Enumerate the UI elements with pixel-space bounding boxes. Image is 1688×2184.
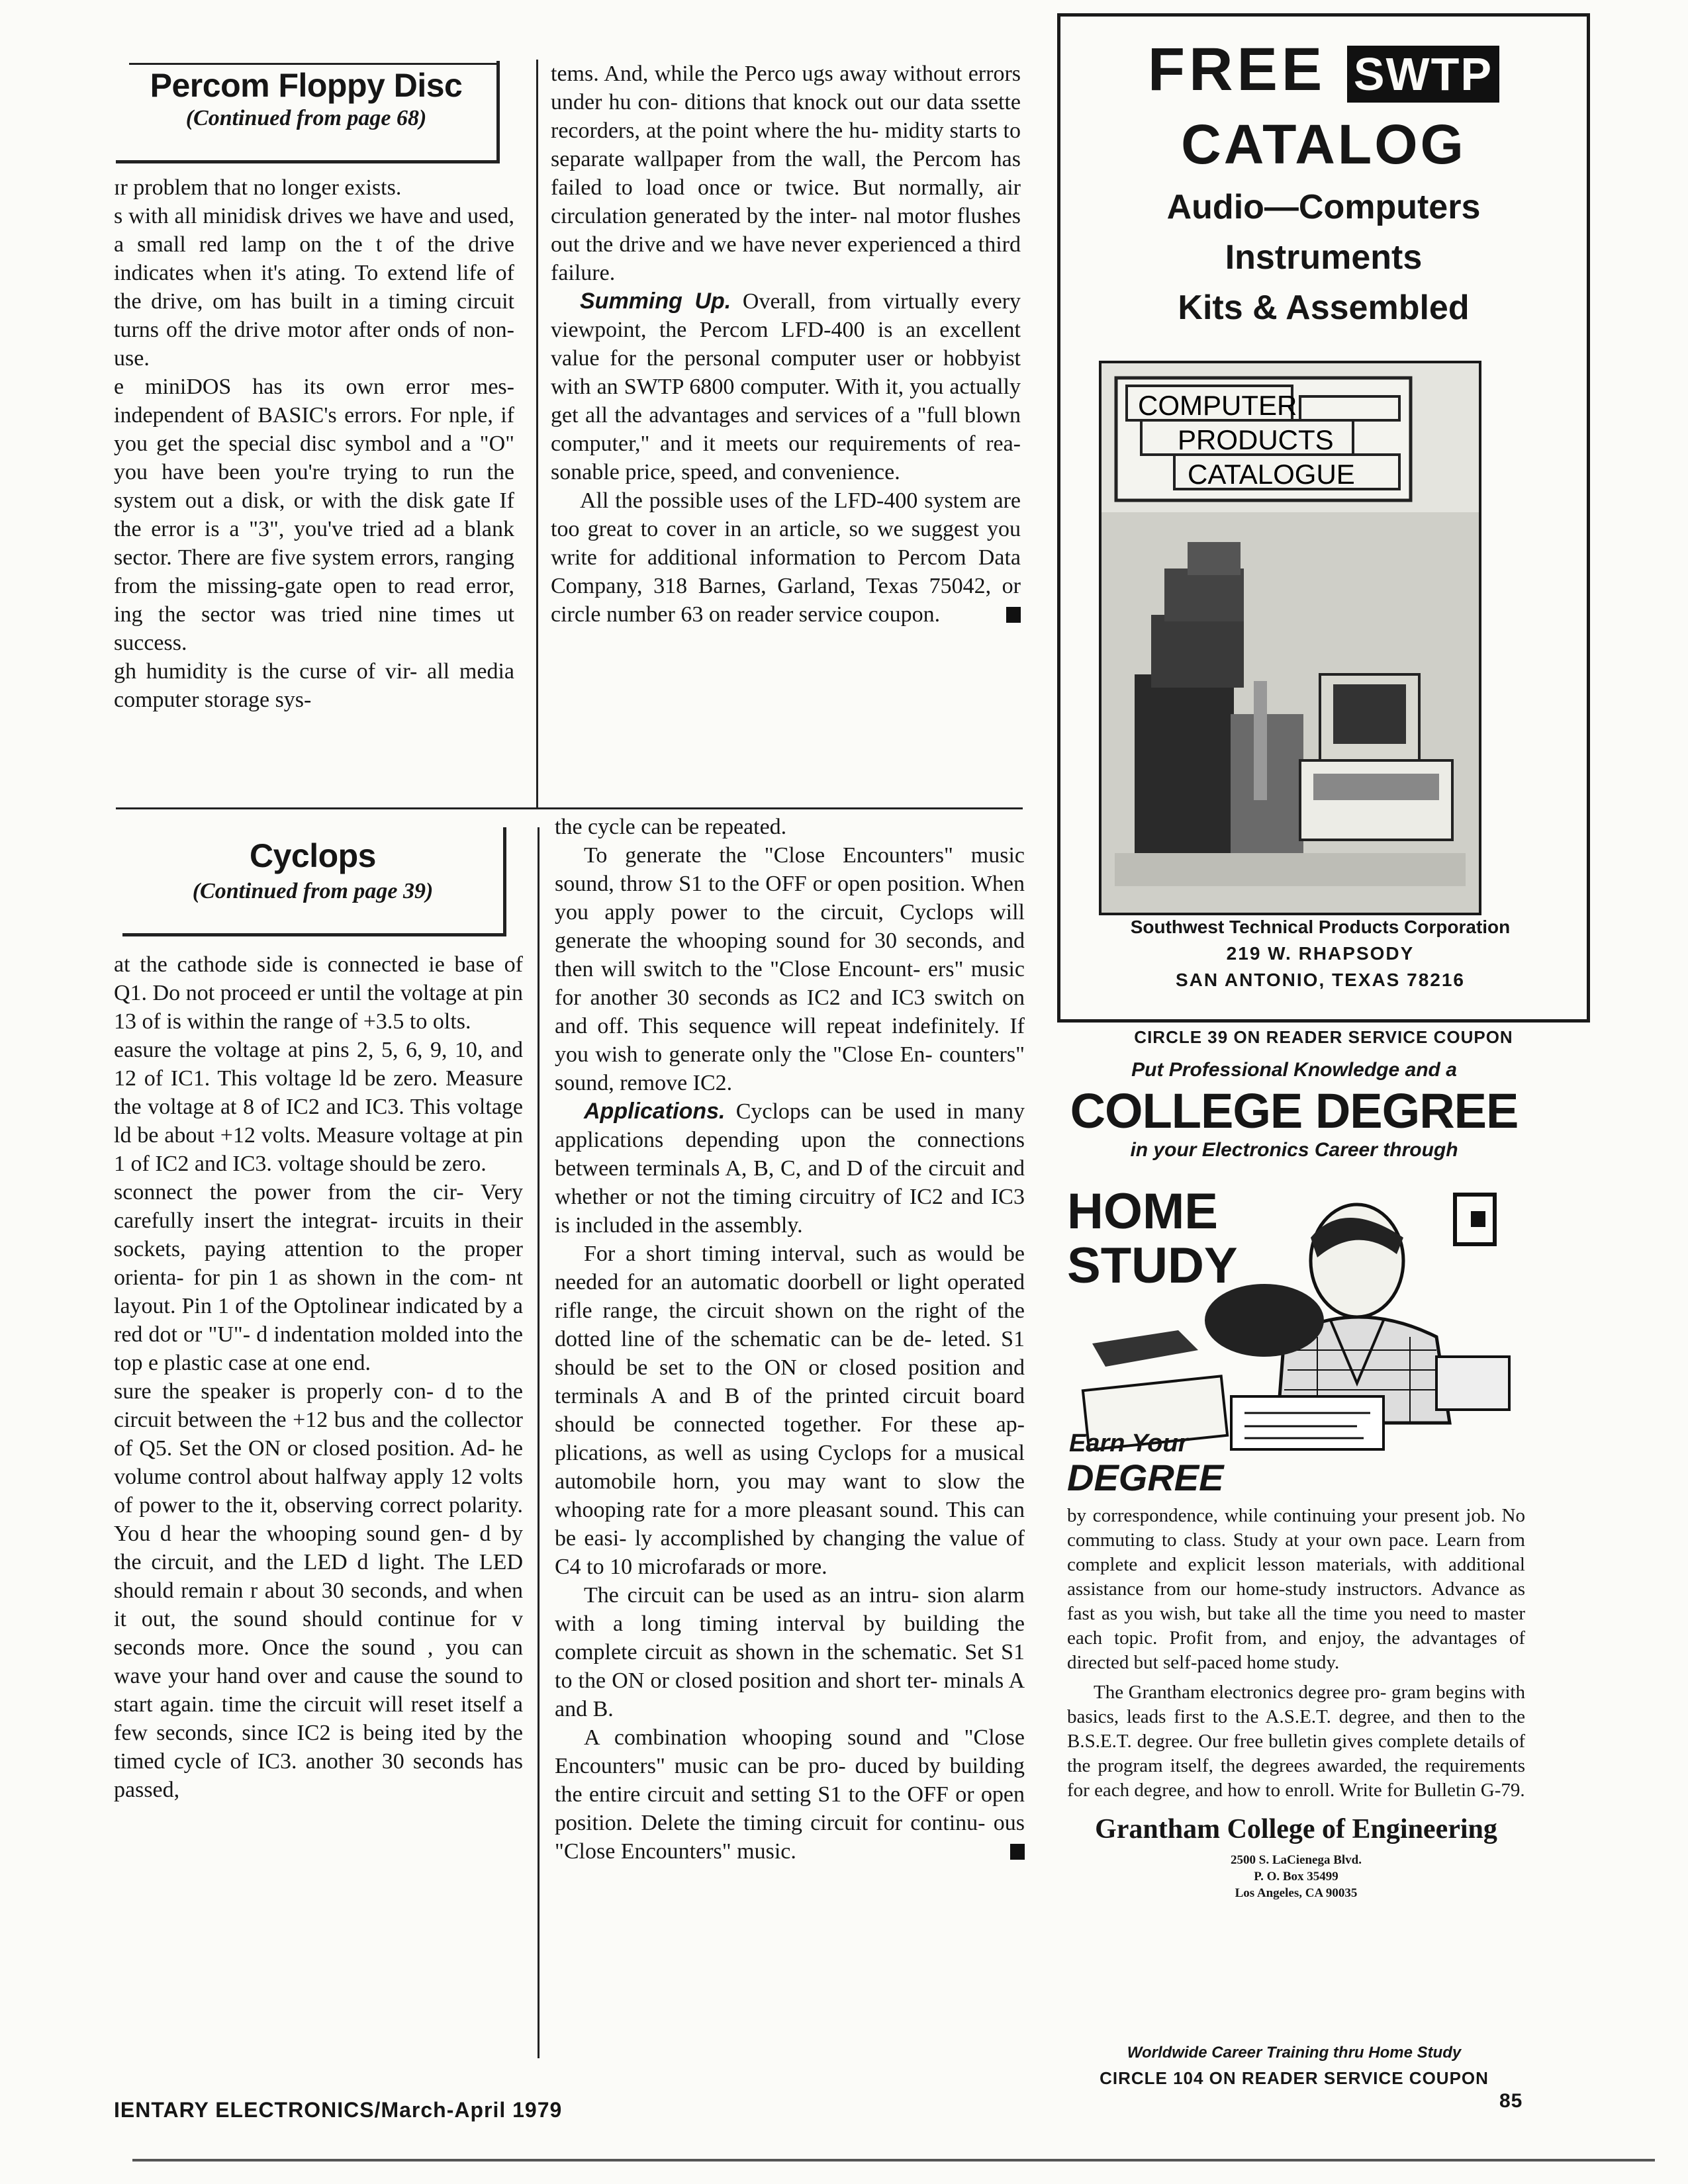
ad-free-heading [1060, 35, 1587, 105]
column-divider-lower [538, 827, 539, 2058]
ad-free-word: FREE [1147, 36, 1327, 103]
percom-column-2 [551, 60, 1021, 629]
page-number: 85 [1499, 2090, 1523, 2112]
cyclops-col1-para-2: easure the voltage at pins 2, 5, 6, 9, 10, and 12 of IC1. This voltage ld be zero. Measure the voltage at 8 of IC2 and IC3. This voltage ld be about +12 volts. Measure voltage at pin 1 of IC2 and IC3. voltage should be zero. [114, 1038, 523, 1176]
percom-summing-para [551, 287, 1021, 486]
cyclops-col1-para-4: sure the speaker is properly con- d to the circuit between the +12 bus and the collector of Q5. Set the ON or closed position. Ad- he volume control about halfway apply 12 volts of power to the it, observing correct polarity. You d hear the whooping sound gen- d by the circuit, and the LED d light. The LED should remain r about 30 seconds, and when it out, the sound should continue for v seconds more. Once the sound , you can wave your hand over and cause the sound to start again. time the circuit will reset itself a few seconds, since IC2 is being ited by the timed cycle of IC3. another 30 seconds has passed, [114, 1379, 523, 1802]
bottom-edge-rule [132, 2159, 1655, 2161]
percom-continued: (Continued from page 68) [185, 106, 427, 130]
percom-col1-para-1: ɪr problem that no longer exists. [114, 175, 402, 200]
cyclops-column-1 [114, 950, 523, 1804]
footer-magazine-title: IENTARY ELECTRONICS/March-April 1979 [114, 2098, 563, 2122]
end-of-article-mark-2 [1010, 1844, 1025, 1860]
percom-header-topline [129, 63, 500, 65]
swtp-company-name: Southwest Technical Products Corporation [1130, 917, 1511, 937]
grantham-body [1067, 1504, 1525, 1901]
photo-label-products: PRODUCTS [1178, 424, 1334, 455]
ad-line-instruments: Instruments [1225, 238, 1423, 277]
grantham-college-degree: COLLEGE DEGREE [1070, 1083, 1519, 1138]
percom-col2-para-1: tems. And, while the Perco ugs away without errors under hu con- ditions that knock out our data ssette recorders, at the point where the hu- midity starts to separate wallpaper from the wall, the Percom has failed to load once or twice. But normally, air circulation generated by the inter- nal motor flushes out the drive and we have never experienced a third failure. [551, 62, 1021, 285]
percom-col1-para-4: gh humidity is the curse of vir- all media computer storage sys- [114, 659, 514, 712]
cyclops-col1-para-3: sconnect the power from the cir- Very carefully insert the integrat- ircuits in their sockets, paying attention to the proper orienta- for pin 1 as shown in the com- nt layout. Pin 1 of the Optolinear indicated by a red dot or "U"- d indentation molded into the top e plastic case at one end. [114, 1180, 523, 1375]
percom-summing-text: Overall, from virtually every viewpoint, the Percom LFD-400 is an excellent value for the personal computer user or hobbyist with an SWTP 6800 computer. With it, you actually get all the advantages and services of a "full blown computer," and it meets our requirements of rea- sonable price, speed, and convenience. [551, 289, 1021, 484]
cyclops-applications-runin: Applications. [584, 1099, 726, 1124]
percom-column-1 [114, 173, 514, 714]
grantham-sub-line: in your Electronics Career through [1130, 1139, 1458, 1161]
grantham-worldwide: Worldwide Career Training thru Home Study [1127, 2044, 1462, 2062]
cyclops-col2-para-2: To generate the "Close Encounters" music sound, throw S1 to the OFF or open position. When you apply power to the circuit, Cyclops will generate the whooping sound for 30 seconds, and then will switch to the "Close Encount- ers" music for another 30 seconds as IC2 and IC3 switch on and off. This sequence will repeat indefinitely. If you wish to generate only the "Close En- counters" sound, remove IC2. [555, 843, 1025, 1095]
grantham-home: HOME [1067, 1183, 1218, 1240]
grantham-earn-your: Earn Your [1069, 1430, 1188, 1457]
cyclops-col2-para-1: the cycle can be repeated. [555, 815, 787, 839]
percom-col1-para-3: e miniDOS has its own error mes- independent of BASIC's errors. For nple, if you get the special disc symbol and a "O" you have been you're trying to run the system out a disk, or with the disk gate If the error is a "3", you've tried ad a blank sector. There are five system errors, ranging from the missing-gate open to read error, ing the sector was tried nine times ut success. [114, 375, 514, 655]
grantham-body-1: by correspondence, while continuing your present job. No commuting to class. Study at your own pace. Learn from complete and explicit lesson materials, with additional assistance from our home-study instructors. Advance as fast as you wish, but take all the time you need to master each topic. Profit from, and enjoy, the advantages of directed but self-paced home study. [1067, 1505, 1525, 1673]
percom-col1-para-2: s with all minidisk drives we have and used, a small red lamp on the t of the drive indicates when it's ating. To extend life of the drive, om has built in a timing circuit turns off the drive motor after onds of non-use. [114, 204, 514, 371]
grantham-college-name: Grantham College of Engineering [1095, 1814, 1497, 1844]
column-divider-upper [536, 60, 538, 807]
catalog-photo [1099, 361, 1481, 915]
grantham-body-2: The Grantham electronics degree pro- gram begins with basics, leads first to the A.S.E.T. degree, and then to the B.S.E.T. degree. Our free bulletin gives complete details of the program itself, the degrees awarded, the requirements for each degree, and how to enroll. Write for Bulletin G-79. [1067, 1682, 1525, 1801]
ad-line-kits: Kits & Assembled [1178, 289, 1470, 327]
swtp-address-2: SAN ANTONIO, TEXAS 78216 [1175, 970, 1465, 990]
swtp-circle-number: CIRCLE 39 ON READER SERVICE COUPON [1134, 1027, 1513, 1047]
photo-label-catalogue: CATALOGUE [1188, 459, 1355, 490]
grantham-address-3: Los Angeles, CA 90035 [1235, 1886, 1358, 1900]
grantham-earn-degree: DEGREE [1067, 1457, 1224, 1498]
cyclops-applications-text: Cyclops can be used in many applications depending upon the connections between terminals A, B, C, and D of the circuit and whether or not the timing circuitry of IC2 and IC3 is included in the assembly. [555, 1099, 1025, 1238]
grantham-top-line: Put Professional Knowledge and a [1131, 1059, 1457, 1081]
cyclops-applications-para [555, 1097, 1025, 1240]
grantham-address-1: 2500 S. LaCienega Blvd. [1231, 1853, 1362, 1867]
swtp-address-1: 219 W. RHAPSODY [1226, 943, 1415, 964]
cyclops-column-2 [555, 813, 1025, 1866]
grantham-study: STUDY [1067, 1238, 1238, 1294]
percom-final-text: All the possible uses of the LFD-400 system are too great to cover in an article, so we suggest you write for additional information to Percom Data Company, 318 Barnes, Garland, Texas 75042, or circle number 63 on reader service coupon. [551, 488, 1021, 627]
cyclops-col1-para-1: at the cathode side is connected ie base of Q1. Do not proceed er until the voltage at pin 13 of is within the range of +3.5 to olts. [114, 952, 523, 1034]
cyclops-continued: (Continued from page 39) [192, 879, 434, 903]
article-separator [116, 807, 1023, 809]
cyclops-title: Cyclops [249, 837, 376, 874]
ad-line-audio-computers: Audio—Computers [1166, 188, 1481, 226]
cyclops-col2-para-5: The circuit can be used as an intru- sion alarm with a long timing interval by building the complete circuit as shown in the schematic. Set S1 to the ON or closed position and short ter- minals A and B. [555, 1583, 1025, 1721]
percom-header [116, 61, 500, 163]
end-of-article-mark [1006, 607, 1021, 623]
grantham-ad [1062, 1059, 1526, 1161]
photo-label-computer: COMPUTER [1138, 390, 1297, 421]
grantham-circle-number: CIRCLE 104 ON READER SERVICE COUPON [1100, 2068, 1489, 2088]
percom-summing-runin: Summing Up. [580, 289, 731, 314]
catalog-photo-illustration [1102, 363, 1479, 913]
percom-final-para [551, 486, 1021, 629]
swtp-logo: SWTP [1347, 46, 1499, 103]
percom-title: Percom Floppy Disc [150, 67, 463, 104]
grantham-address-2: P. O. Box 35499 [1254, 1870, 1338, 1884]
cyclops-col2-para-6 [555, 1723, 1025, 1866]
cyclops-header [122, 827, 506, 936]
ad-catalog-word: CATALOG [1181, 113, 1466, 175]
swtp-company-block [1060, 917, 1580, 991]
cyclops-col2-para-6-text: A combination whooping sound and "Close Encounters" music can be pro- duced by building the entire circuit and setting S1 to the OFF or open position. Delete the timing circuit for continu- ous "Close Encounters" music. [555, 1725, 1025, 1864]
cyclops-col2-para-4: For a short timing interval, such as would be needed for an automatic doorbell or light operated rifle range, the circuit shown on the right of the dotted line of the schematic can be de- leted. S1 should be set to the ON or closed position and terminals A and B of the printed circuit board should be connected together. For these ap- plications, as well as using Cyclops for a musical automobile horn, you may want to slow the whooping rate for a more pleasant sound. This can be easi- ly accomplished by changing the value of C4 to 10 microfarads or more. [555, 1242, 1025, 1579]
